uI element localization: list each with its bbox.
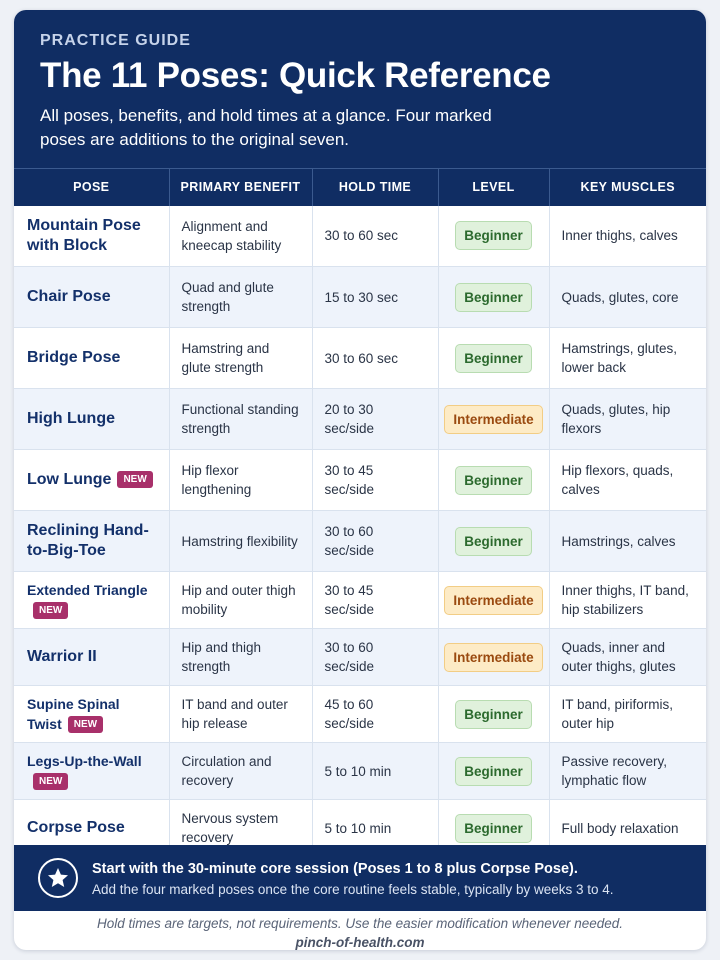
muscles-cell: Hamstrings, glutes, lower back	[549, 328, 706, 389]
pose-name: Supine Spinal Twist	[27, 696, 120, 732]
header	[14, 10, 706, 168]
pose-name: Extended Triangle	[27, 582, 148, 598]
benefit-cell: Nervous system recovery	[169, 800, 312, 857]
level-badge: Intermediate	[444, 586, 542, 615]
level-badge: Beginner	[455, 814, 532, 843]
callout-main-text: Start with the 30-minute core session (Poses 1 to 8 plus Corpse Pose).	[92, 861, 578, 877]
table-row	[14, 206, 706, 267]
benefit-cell: IT band and outer hip release	[169, 686, 312, 743]
new-badge: NEW	[117, 471, 152, 488]
pose-name-cell	[14, 450, 169, 511]
star-icon-glyph	[46, 866, 70, 890]
pose-name: Warrior II	[14, 629, 169, 686]
muscles-cell: Hamstrings, calves	[549, 511, 706, 572]
pose-name: High Lunge	[14, 389, 169, 450]
pose-name: Legs-Up-the-Wall	[27, 753, 142, 769]
pose-name: Corpse Pose	[14, 800, 169, 857]
benefit-cell: Alignment and kneecap stability	[169, 206, 312, 267]
level-cell	[438, 686, 549, 743]
level-cell	[438, 389, 549, 450]
muscles-cell: Quads, inner and outer thighs, glutes	[549, 629, 706, 686]
table-row	[14, 629, 706, 686]
table-row	[14, 389, 706, 450]
muscles-cell: Passive recovery, lymphatic flow	[549, 743, 706, 800]
hold-time-cell: 5 to 10 min	[312, 743, 438, 800]
page-title: The 11 Poses: Quick Reference	[40, 56, 551, 95]
level-badge: Beginner	[455, 283, 532, 312]
muscles-cell: Inner thighs, calves	[549, 206, 706, 267]
muscles-cell: Quads, glutes, core	[549, 267, 706, 328]
table-row	[14, 743, 706, 800]
hold-time-cell: 30 to 60 sec/side	[312, 511, 438, 572]
level-cell	[438, 450, 549, 511]
benefit-cell: Hip and outer thigh mobility	[169, 572, 312, 629]
benefit-cell: Circulation and recovery	[169, 743, 312, 800]
level-cell	[438, 267, 549, 328]
hold-time-cell: 30 to 45 sec/side	[312, 450, 438, 511]
benefit-cell: Functional standing strength	[169, 389, 312, 450]
level-cell	[438, 328, 549, 389]
table-row	[14, 572, 706, 629]
callout-band	[14, 845, 706, 911]
hold-time-cell: 30 to 45 sec/side	[312, 572, 438, 629]
level-badge: Beginner	[455, 527, 532, 556]
site-link[interactable]: pinch-of-health.com	[295, 935, 425, 950]
muscles-cell: Inner thighs, IT band, hip stabilizers	[549, 572, 706, 629]
pose-name: Chair Pose	[14, 267, 169, 328]
pose-name-cell	[14, 686, 169, 743]
column-header-muscles: KEY MUSCLES	[549, 169, 706, 206]
level-cell	[438, 743, 549, 800]
muscles-cell: Quads, glutes, hip flexors	[549, 389, 706, 450]
level-cell	[438, 206, 549, 267]
benefit-cell: Hamstring and glute strength	[169, 328, 312, 389]
column-header-pose: POSE	[14, 169, 169, 206]
table-row	[14, 686, 706, 743]
benefit-cell: Hip and thigh strength	[169, 629, 312, 686]
column-header-benefit: PRIMARY BENEFIT	[169, 169, 312, 206]
pose-name-cell	[14, 572, 169, 629]
table-row	[14, 267, 706, 328]
level-cell	[438, 511, 549, 572]
level-cell	[438, 572, 549, 629]
hold-time-cell: 45 to 60 sec/side	[312, 686, 438, 743]
table-row	[14, 328, 706, 389]
table-row	[14, 511, 706, 572]
hold-time-cell: 30 to 60 sec/side	[312, 629, 438, 686]
column-header-hold: HOLD TIME	[312, 169, 438, 206]
star-icon	[38, 858, 78, 898]
level-cell	[438, 629, 549, 686]
benefit-cell: Quad and glute strength	[169, 267, 312, 328]
benefit-cell: Hamstring flexibility	[169, 511, 312, 572]
level-badge: Intermediate	[444, 643, 542, 672]
new-badge: NEW	[33, 773, 68, 790]
muscles-cell: Hip flexors, quads, calves	[549, 450, 706, 511]
hold-time-cell: 30 to 60 sec	[312, 328, 438, 389]
kicker: PRACTICE GUIDE	[40, 32, 191, 49]
poses-table	[14, 168, 706, 857]
page-subtitle: All poses, benefits, and hold times at a glance. Four marked poses are additions to the original seven.	[40, 106, 492, 149]
benefit-cell: Hip flexor lengthening	[169, 450, 312, 511]
level-badge: Beginner	[455, 700, 532, 729]
table-row	[14, 450, 706, 511]
table-header-row	[14, 169, 706, 206]
hold-time-cell: 15 to 30 sec	[312, 267, 438, 328]
pose-name: Bridge Pose	[14, 328, 169, 389]
level-badge: Intermediate	[444, 405, 542, 434]
footer-note: Hold times are targets, not requirements. Use the easier modification whenever needed.	[96, 916, 624, 931]
callout-sub-text: Add the four marked poses once the core routine feels stable, typically by weeks 3 to 4.	[92, 882, 614, 897]
hold-time-cell: 5 to 10 min	[312, 800, 438, 857]
new-badge: NEW	[68, 716, 103, 733]
hold-time-cell: 20 to 30 sec/side	[312, 389, 438, 450]
pose-name: Mountain Pose with Block	[14, 206, 169, 267]
level-badge: Beginner	[455, 757, 532, 786]
column-header-level: LEVEL	[438, 169, 549, 206]
level-badge: Beginner	[455, 466, 532, 495]
muscles-cell: IT band, piriformis, outer hip	[549, 686, 706, 743]
hold-time-cell: 30 to 60 sec	[312, 206, 438, 267]
pose-name: Low Lunge	[27, 471, 112, 488]
pose-name-cell	[14, 743, 169, 800]
reference-card	[14, 10, 706, 950]
level-badge: Beginner	[455, 344, 532, 373]
new-badge: NEW	[33, 602, 68, 619]
level-badge: Beginner	[455, 221, 532, 250]
pose-name: Reclining Hand-to-Big-Toe	[14, 511, 169, 572]
muscles-cell: Full body relaxation	[549, 800, 706, 857]
